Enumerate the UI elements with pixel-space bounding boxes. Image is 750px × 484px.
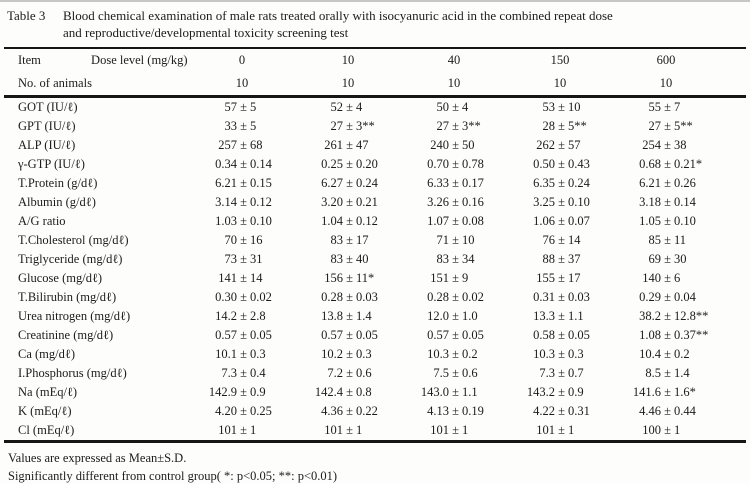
- row-value: 83 ± 40: [330, 252, 369, 266]
- row-spacer: [719, 421, 746, 442]
- row-value: 85 ± 11: [648, 233, 687, 247]
- row-value: 7.3 ± 0.4: [221, 366, 266, 380]
- table-row: [4, 269, 746, 288]
- row-value: 101 ± 1: [430, 423, 469, 437]
- row-value: 140 ± 6: [642, 271, 681, 285]
- row-value: 3.18 ± 0.14: [639, 195, 696, 209]
- row-value: 1.06 ± 0.07: [533, 214, 590, 228]
- row-value: 0.58 ± 0.05: [533, 328, 590, 342]
- table-row: [4, 136, 746, 155]
- table-row: [4, 117, 746, 136]
- row-value: 53 ± 10: [542, 100, 581, 114]
- item-header-label: Item: [18, 53, 41, 67]
- row-value: 69 ± 30: [648, 252, 687, 266]
- row-value: 50 ± 4: [436, 100, 469, 114]
- row-value: 101 ± 1: [324, 423, 363, 437]
- row-value: 33 ± 5: [224, 119, 257, 133]
- row-value: 155 ± 17: [536, 271, 581, 285]
- row-value: 0.57 ± 0.05: [321, 328, 378, 342]
- row-value: 6.21 ± 0.15: [215, 176, 272, 190]
- row-item-label: T.Cholesterol (mg/dℓ): [18, 233, 129, 247]
- row-value: 143.2 ± 0.9: [526, 385, 584, 399]
- dose-column-header: 600: [656, 53, 676, 67]
- row-value: 13.3 ± 1.1: [533, 309, 584, 323]
- row-value: 12.0 ± 1.0: [427, 309, 478, 323]
- footnote-mean-sd: Values are expressed as Mean±S.D.: [8, 451, 187, 465]
- row-value: 10.2 ± 0.3: [321, 347, 372, 361]
- blood-chemistry-table: [4, 47, 746, 443]
- row-value: 4.36 ± 0.22: [321, 404, 378, 418]
- row-value: 0.31 ± 0.03: [533, 290, 590, 304]
- animals-header-label: No. of animals: [18, 76, 92, 90]
- row-item-label: Glucose (mg/dℓ): [18, 271, 103, 285]
- row-value: 0.57 ± 0.05: [215, 328, 272, 342]
- row-value: 27 ± 3**: [330, 119, 375, 133]
- row-spacer: [719, 345, 746, 364]
- row-value: 3.20 ± 0.21: [321, 195, 378, 209]
- row-spacer: [719, 231, 746, 250]
- row-value: 13.8 ± 1.4: [321, 309, 372, 323]
- table-body: [4, 97, 746, 442]
- animals-count: 10: [235, 76, 249, 90]
- row-value: 0.34 ± 0.14: [215, 157, 272, 171]
- row-value: 6.21 ± 0.26: [639, 176, 696, 190]
- row-spacer: [719, 212, 746, 231]
- row-value: 7.5 ± 0.6: [433, 366, 478, 380]
- row-value: 141.6 ± 1.6*: [632, 385, 696, 399]
- row-value: 27 ± 3**: [436, 119, 481, 133]
- header-spacer: [719, 48, 746, 72]
- row-spacer: [719, 193, 746, 212]
- table-row: [4, 307, 746, 326]
- row-value: 70 ± 16: [224, 233, 263, 247]
- dose-column-header: 40: [447, 53, 461, 67]
- row-value: 0.30 ± 0.02: [215, 290, 272, 304]
- table-header: [4, 48, 746, 97]
- animals-count: 10: [553, 76, 567, 90]
- row-value: 4.20 ± 0.25: [215, 404, 272, 418]
- row-value: 52 ± 4: [330, 100, 363, 114]
- row-value: 0.50 ± 0.43: [533, 157, 590, 171]
- row-item-label: Na (mEq/ℓ): [18, 385, 78, 399]
- row-value: 4.13 ± 0.19: [427, 404, 484, 418]
- row-value: 71 ± 10: [436, 233, 475, 247]
- row-item-label: T.Bilirubin (mg/dℓ): [18, 290, 117, 304]
- row-spacer: [719, 383, 746, 402]
- row-value: 0.25 ± 0.20: [321, 157, 378, 171]
- row-spacer: [719, 269, 746, 288]
- header-spacer: [719, 72, 746, 97]
- animals-count: 10: [341, 76, 355, 90]
- row-value: 83 ± 34: [436, 252, 475, 266]
- row-value: 10.1 ± 0.3: [215, 347, 266, 361]
- row-value: 151 ± 9: [430, 271, 469, 285]
- table-row: [4, 402, 746, 421]
- row-value: 101 ± 1: [536, 423, 575, 437]
- row-spacer: [719, 250, 746, 269]
- row-value: 28 ± 5**: [542, 119, 587, 133]
- row-item-label: T.Protein (g/dℓ): [18, 176, 98, 190]
- row-value: 76 ± 14: [542, 233, 581, 247]
- animals-count: 10: [659, 76, 673, 90]
- row-value: 240 ± 50: [430, 138, 475, 152]
- row-value: 1.08 ± 0.37**: [639, 328, 709, 342]
- row-item-label: Triglyceride (mg/dℓ): [18, 252, 123, 266]
- row-value: 1.03 ± 0.10: [215, 214, 272, 228]
- row-value: 38.2 ± 12.8**: [639, 309, 709, 323]
- row-value: 0.57 ± 0.05: [427, 328, 484, 342]
- row-item-label: γ-GTP (IU/ℓ): [18, 157, 85, 171]
- dose-column-header: 10: [341, 53, 355, 67]
- row-value: 10.3 ± 0.2: [427, 347, 478, 361]
- row-value: 0.68 ± 0.21*: [639, 157, 703, 171]
- dose-column-header: 0: [238, 53, 246, 67]
- table-row: [4, 345, 746, 364]
- row-value: 4.22 ± 0.31: [533, 404, 590, 418]
- row-spacer: [719, 117, 746, 136]
- row-spacer: [719, 136, 746, 155]
- row-spacer: [719, 364, 746, 383]
- table-number: Table 3: [7, 8, 46, 23]
- row-item-label: ALP (IU/ℓ): [18, 138, 76, 152]
- row-value: 83 ± 17: [330, 233, 369, 247]
- row-value: 7.3 ± 0.7: [539, 366, 584, 380]
- row-value: 262 ± 57: [536, 138, 581, 152]
- row-value: 3.25 ± 0.10: [533, 195, 590, 209]
- row-value: 14.2 ± 2.8: [215, 309, 266, 323]
- table-row: [4, 421, 746, 442]
- row-value: 55 ± 7: [648, 100, 681, 114]
- row-value: 6.27 ± 0.24: [321, 176, 378, 190]
- row-value: 10.4 ± 0.2: [639, 347, 690, 361]
- row-spacer: [719, 402, 746, 421]
- row-value: 0.70 ± 0.78: [427, 157, 484, 171]
- row-value: 88 ± 37: [542, 252, 581, 266]
- scan-edge-artifact: [0, 0, 750, 2]
- row-spacer: [719, 326, 746, 345]
- row-spacer: [719, 97, 746, 118]
- footnote-significance: Significantly different from control group( *: p<0.05; **: p<0.01): [8, 468, 338, 483]
- row-value: 156 ± 11*: [324, 271, 375, 285]
- row-item-label: Ca (mg/dℓ): [18, 347, 76, 361]
- row-item-label: Cl (mEq/ℓ): [18, 423, 75, 437]
- row-value: 254 ± 38: [642, 138, 687, 152]
- row-item-label: K (mEq/ℓ): [18, 404, 72, 418]
- row-value: 1.07 ± 0.08: [427, 214, 484, 228]
- row-value: 142.9 ± 0.9: [208, 385, 266, 399]
- dose-level-header-label: Dose level (mg/kg): [91, 53, 188, 67]
- row-value: 142.4 ± 0.8: [314, 385, 372, 399]
- dose-column-header: 150: [550, 53, 570, 67]
- row-value: 0.28 ± 0.02: [427, 290, 484, 304]
- row-value: 0.29 ± 0.04: [639, 290, 696, 304]
- row-value: 4.46 ± 0.44: [639, 404, 696, 418]
- row-item-label: GPT (IU/ℓ): [18, 119, 76, 133]
- table-row: [4, 97, 746, 118]
- table-row: [4, 212, 746, 231]
- header-label-cell: [4, 48, 189, 72]
- table-row: [4, 383, 746, 402]
- table-row: [4, 364, 746, 383]
- row-item-label: I.Phosphorus (mg/dℓ): [18, 366, 127, 380]
- table-row: [4, 288, 746, 307]
- row-item-label: Urea nitrogen (mg/dℓ): [18, 309, 131, 323]
- animals-count: 10: [447, 76, 461, 90]
- row-value: 57 ± 5: [224, 100, 257, 114]
- row-spacer: [719, 307, 746, 326]
- row-item-label: Albumin (g/dℓ): [18, 195, 96, 209]
- row-value: 10.3 ± 0.3: [533, 347, 584, 361]
- table-title-line-2: and reproductive/developmental toxicity screening test: [63, 24, 349, 40]
- row-value: 6.35 ± 0.24: [533, 176, 590, 190]
- table-row: [4, 155, 746, 174]
- row-value: 257 ± 68: [218, 138, 263, 152]
- table-title: [63, 8, 613, 41]
- row-item-label: A/G ratio: [18, 214, 66, 228]
- row-value: 7.2 ± 0.6: [327, 366, 372, 380]
- row-item-label: GOT (IU/ℓ): [18, 100, 78, 114]
- row-value: 101 ± 1: [218, 423, 257, 437]
- row-value: 261 ± 47: [324, 138, 369, 152]
- row-value: 143.0 ± 1.1: [420, 385, 478, 399]
- row-value: 0.28 ± 0.03: [321, 290, 378, 304]
- table-row: [4, 326, 746, 345]
- row-value: 6.33 ± 0.17: [427, 176, 484, 190]
- dose-header-row: [4, 48, 746, 72]
- table-row: [4, 193, 746, 212]
- row-value: 3.26 ± 0.16: [427, 195, 484, 209]
- row-value: 3.14 ± 0.12: [215, 195, 272, 209]
- row-spacer: [719, 174, 746, 193]
- row-value: 100 ± 1: [642, 423, 681, 437]
- row-value: 27 ± 5**: [648, 119, 693, 133]
- table-title-line-1: Blood chemical examination of male rats treated orally with isocyanuric acid in the combined repeat dose: [63, 8, 613, 23]
- row-spacer: [719, 155, 746, 174]
- row-item-label: Creatinine (mg/dℓ): [18, 328, 114, 342]
- table-row: [4, 250, 746, 269]
- animals-header-row: [4, 72, 746, 97]
- row-value: 1.05 ± 0.10: [639, 214, 696, 228]
- row-value: 73 ± 31: [224, 252, 263, 266]
- table-row: [4, 231, 746, 250]
- row-spacer: [719, 288, 746, 307]
- row-value: 8.5 ± 1.4: [645, 366, 690, 380]
- table-footnotes: [8, 450, 337, 484]
- table-caption: [0, 0, 750, 41]
- table-row: [4, 174, 746, 193]
- row-value: 141 ± 14: [218, 271, 263, 285]
- row-value: 1.04 ± 0.12: [321, 214, 378, 228]
